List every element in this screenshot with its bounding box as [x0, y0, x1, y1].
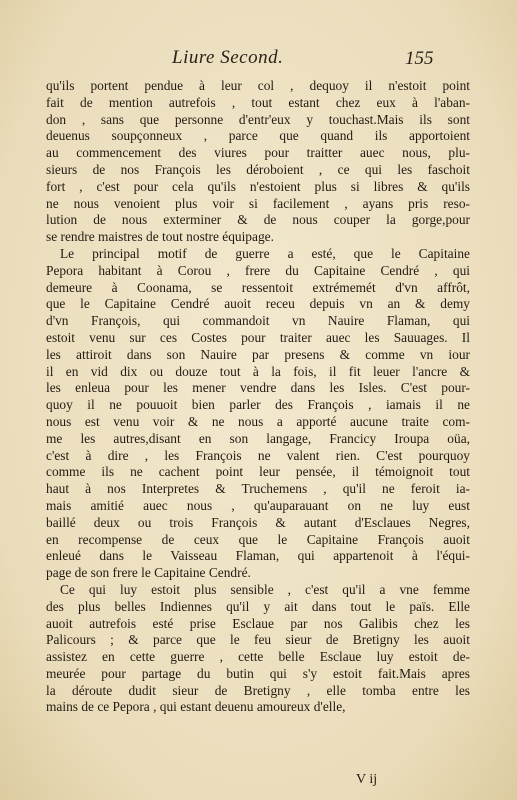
text-line: mains de ce Pepora , qui estant deuenu amoureux d'elle, [46, 699, 346, 715]
text-line: don , sans que personne d'entr'eux y touchast.Mais ils sont [46, 111, 470, 127]
text-line: au commencement des viures pour traitter auec nous, plu- [46, 145, 470, 161]
text-line: haut à nos Interpretes & Truchemens , qu'il ne feroit ia- [46, 481, 470, 497]
text-line: meurée pour partage du butin qui s'y estoit fait.Mais apres [46, 665, 470, 681]
text-line: d'vn François, qui commandoit vn Nauire Flaman, qui [46, 313, 470, 329]
text-line: se rendre maistres de tout nostre équipage. [46, 229, 274, 245]
text-line: des plus belles Indiennes qu'il y ait dans tout le païs. Elle [46, 598, 470, 614]
text-line: nous est venu voir & ne nous a apporté aucune traite com- [46, 413, 470, 429]
text-line: fait de mention autrefois , tout estant chez eux à l'aban- [46, 94, 470, 110]
text-line: ne nous venoient plus voir si facilement , ayans pris reso- [46, 195, 470, 211]
text-line: c'est à dire , les François ne valent rien. C'est pourquoy [46, 447, 470, 463]
text-line: que le Capitaine Cendré auoit receu depuis vn an & demy [46, 296, 470, 312]
text-line: Palicours ; & parce que le feu sieur de Bretigny les auoit [46, 632, 470, 648]
text-line: sieurs de nos François les déroboient , ce qui les faschoit [46, 161, 470, 177]
text-line: mais amitié auec nous , qu'auparauant on ne luy eust [46, 497, 470, 513]
text-line: Le principal motif de guerre a esté, que le Capitaine [60, 245, 470, 261]
text-line: page de son frere le Capitaine Cendré. [46, 565, 251, 581]
text-line: quoy il ne pouuoit bien parler des François , iamais il ne [46, 397, 470, 413]
text-line: qu'ils portent pendue à leur col , dequoy il n'estoit point [46, 78, 470, 93]
text-line: deuenus soupçonneux , parce que quand ils apportoient [46, 128, 470, 144]
text-line: Pepora habitant à Corou , frere du Capitaine Cendré , qui [46, 262, 470, 278]
text-line: assistez en cette guerre , cette belle Esclaue luy estoit de- [46, 649, 470, 665]
text-line: fort , c'est pour cela qu'ils n'estoient plus si libres & qu'ils [46, 178, 470, 194]
text-line: les attiroit dans son Nauire par presens & comme vn iour [46, 346, 470, 362]
text-line: il en vid dix ou douze tout à la fois, il fit leuer l'ancre & [46, 363, 470, 379]
text-line: la déroute dudit sieur de Bretigny , elle tomba entre les [46, 682, 470, 698]
text-line: estoit venu sur ces Costes pour traiter auec les Sauuages. Il [46, 329, 470, 345]
text-line: en recompense de ceux que le Capitaine François auoit [46, 531, 470, 547]
text-line: comme ils ne cachent point leur pensée, il témoignoit tout [46, 464, 470, 480]
text-line: demeure à Coonama, se ressentoit extrémemét d'vn affrôt, [46, 279, 470, 295]
text-line: les enleua pour les mener vendre dans les Isles. C'est pour- [46, 380, 470, 396]
text-line: baillé deux ou trois François & autant d'Esclaues Negres, [46, 514, 470, 530]
text-line: enleué dans le Vaisseau Flaman, qui appartenoit à l'équi- [46, 548, 470, 564]
text-line: me les autres,disant en son langage, Francicy Iroupa oüa, [46, 430, 470, 446]
text-line: auoit autrefois esté prise Esclaue par nos Galibis chez les [46, 615, 470, 631]
text-line: lution de nous exterminer & de nous couper la gorge,pour [46, 212, 470, 228]
running-head: Liure Second. [172, 47, 284, 68]
signature-mark: V ij [356, 772, 378, 787]
page-number: 155 [405, 48, 434, 69]
text-line: Ce qui luy estoit plus sensible , c'est qu'il a vne femme [60, 581, 470, 597]
body-text [46, 78, 470, 716]
page-header [150, 40, 490, 74]
